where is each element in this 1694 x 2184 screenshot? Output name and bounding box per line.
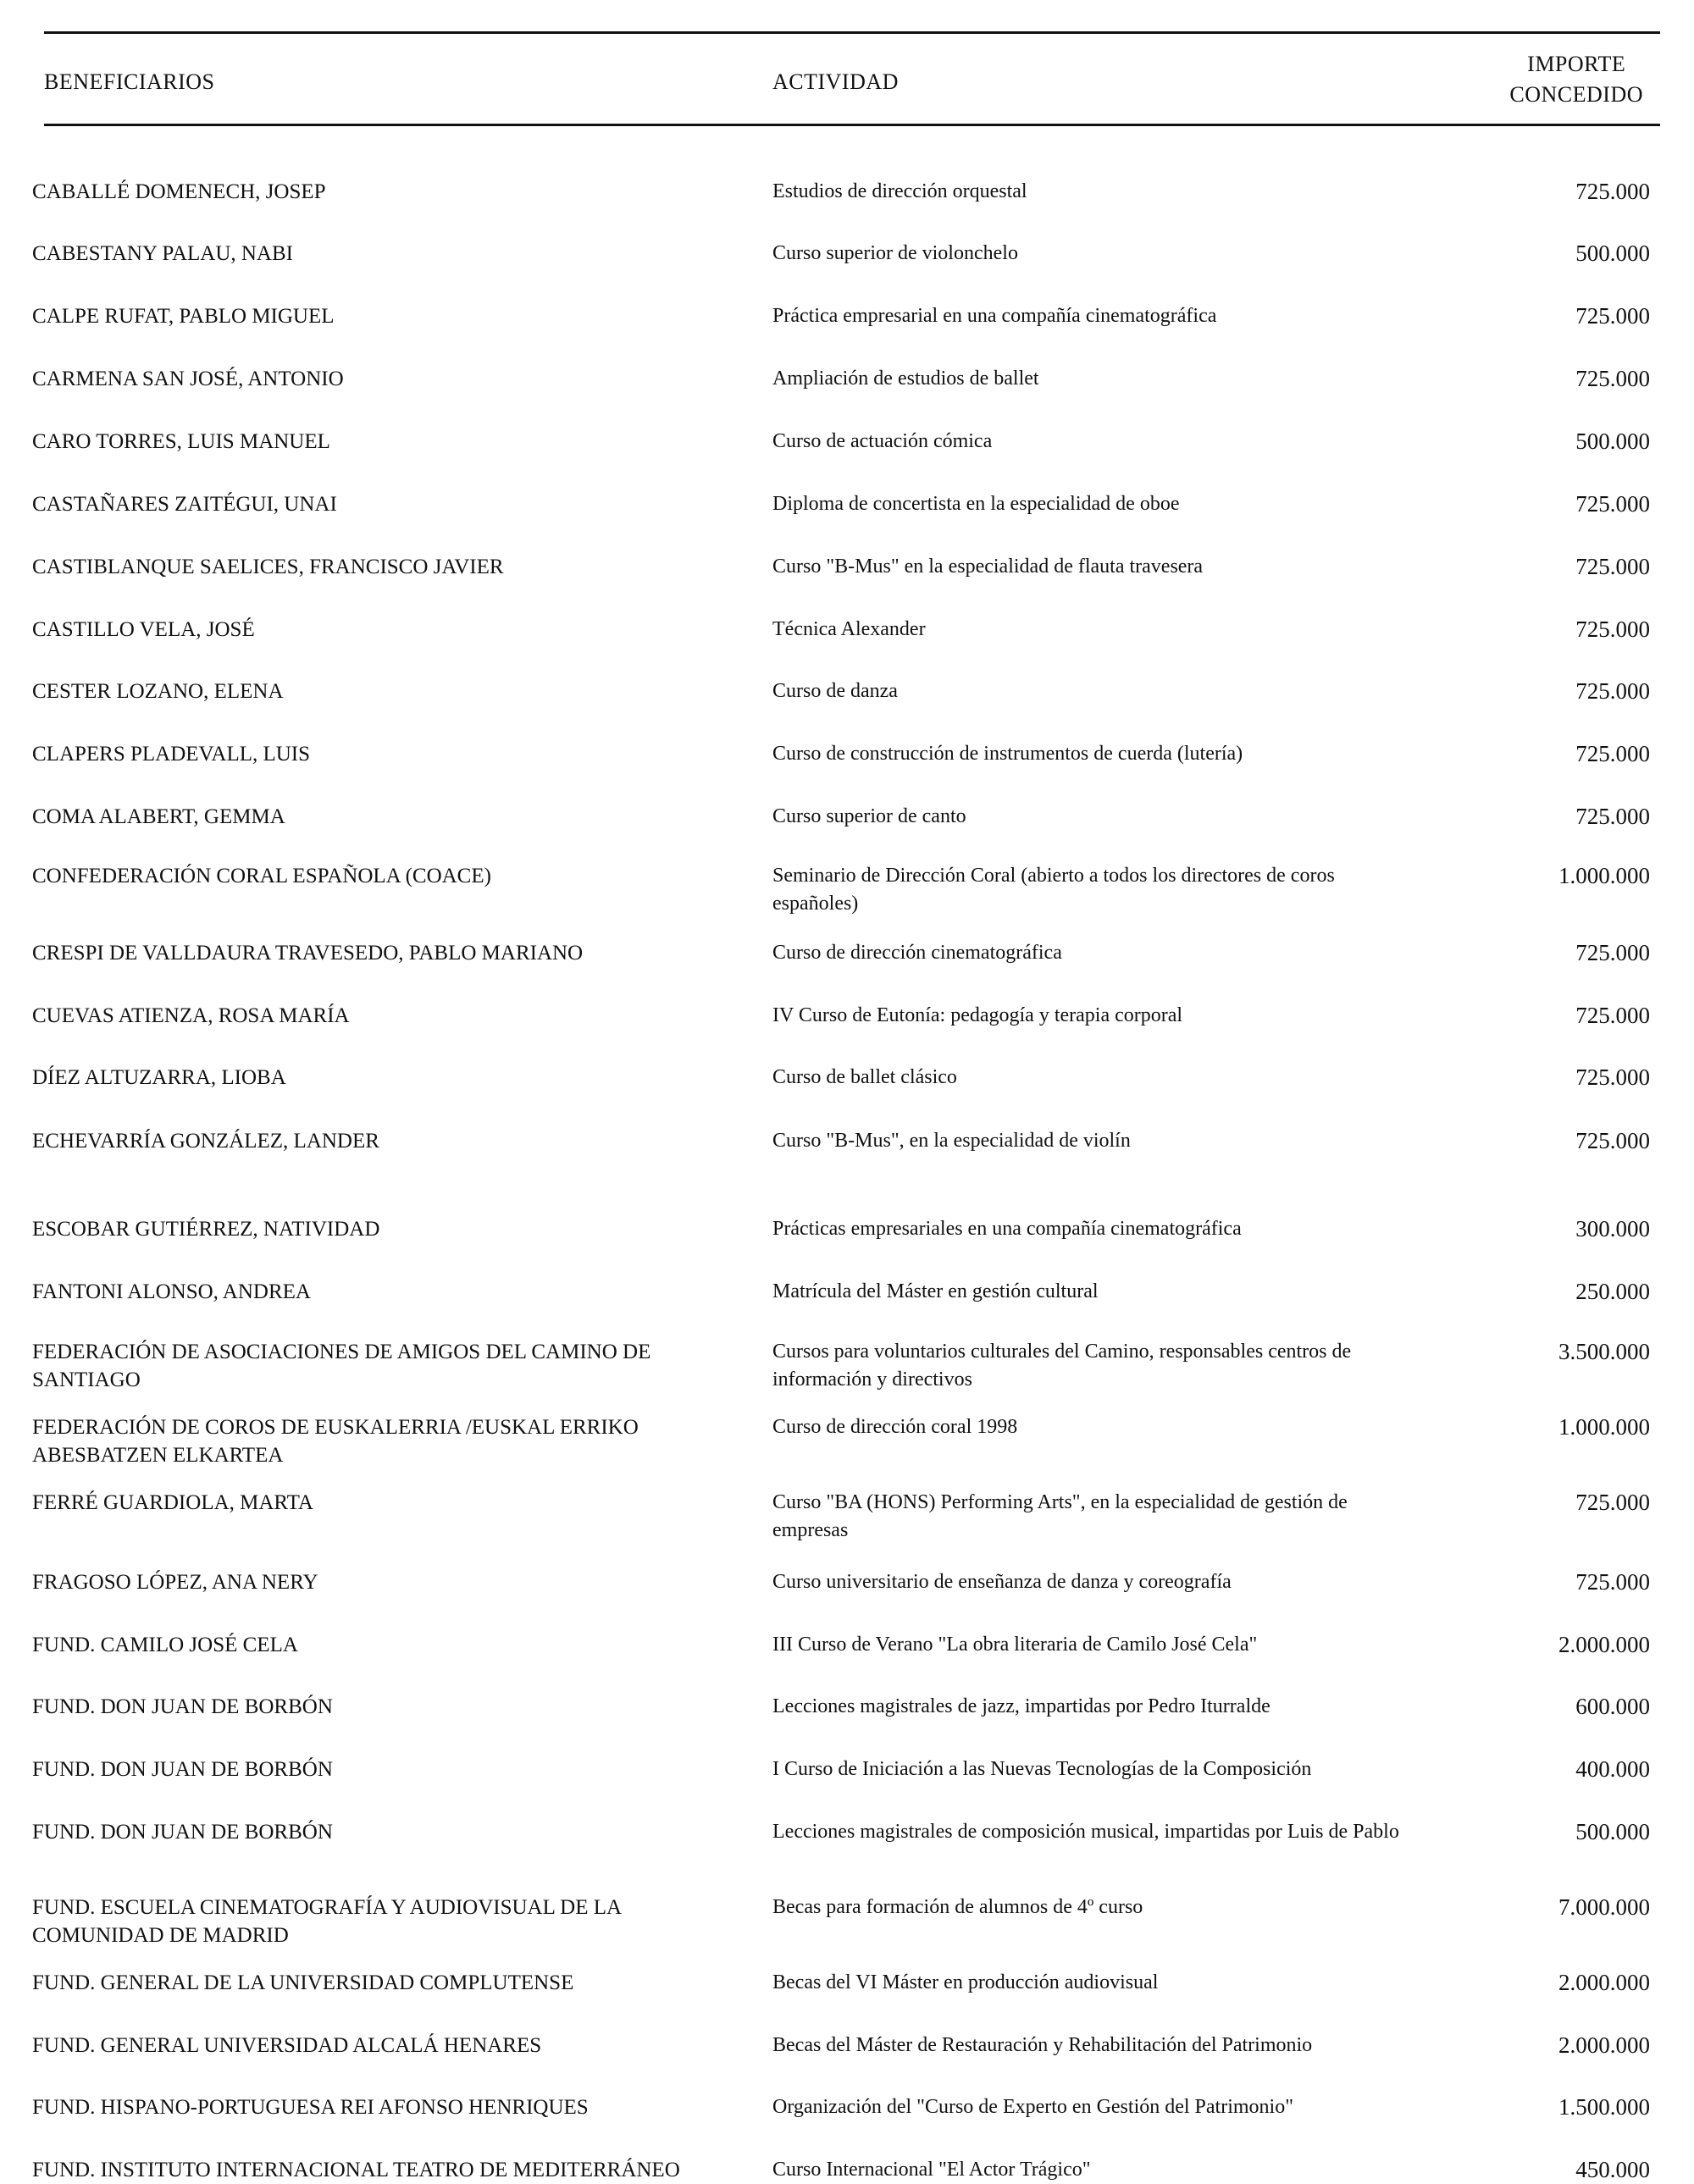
beneficiario-cell: FUND. GENERAL UNIVERSIDAD ALCALÁ HENARES xyxy=(32,2034,542,2057)
beneficiario-cell: FEDERACIÓN DE COROS DE EUSKALERRIA /EUSKAL ERRIKO ABESBATZEN ELKARTEA xyxy=(32,1416,639,1467)
importe-cell: 725.000 xyxy=(1575,1003,1650,1028)
beneficiario-cell: CASTAÑARES ZAITÉGUI, UNAI xyxy=(32,493,337,516)
importe-cell: 725.000 xyxy=(1575,741,1650,766)
importe-cell: 725.000 xyxy=(1575,554,1650,579)
header-rule xyxy=(44,124,1660,126)
actividad-cell: Diploma de concertista en la especialidad de oboe xyxy=(772,493,1180,515)
beneficiario-cell: FRAGOSO LÓPEZ, ANA NERY xyxy=(32,1571,318,1594)
actividad-cell: Práctica empresarial en una compañía cinematográfica xyxy=(772,305,1217,327)
actividad-cell: Matrícula del Máster en gestión cultural xyxy=(772,1280,1099,1302)
importe-cell: 1.000.000 xyxy=(1558,863,1650,888)
importe-cell: 500.000 xyxy=(1575,241,1650,266)
actividad-cell: Estudios de dirección orquestal xyxy=(772,180,1027,202)
actividad-cell: Curso superior de violonchelo xyxy=(772,242,1018,264)
importe-cell: 7.000.000 xyxy=(1558,1894,1650,1920)
importe-cell: 300.000 xyxy=(1575,1216,1650,1241)
actividad-cell: Seminario de Dirección Coral (abierto a todos los directores de coros españoles) xyxy=(772,865,1335,915)
beneficiario-cell: CONFEDERACIÓN CORAL ESPAÑOLA (COACE) xyxy=(32,865,491,887)
importe-cell: 600.000 xyxy=(1575,1694,1650,1719)
importe-cell: 725.000 xyxy=(1575,616,1650,642)
beneficiario-cell: DÍEZ ALTUZARRA, LIOBA xyxy=(32,1066,286,1089)
column-header-beneficiarios: BENEFICIARIOS xyxy=(44,69,215,94)
actividad-cell: Prácticas empresariales en una compañía cinematográfica xyxy=(772,1218,1242,1240)
beneficiario-cell: CLAPERS PLADEVALL, LUIS xyxy=(32,743,311,766)
importe-cell: 725.000 xyxy=(1575,940,1650,965)
actividad-cell: Curso de actuación cómica xyxy=(772,430,993,452)
importe-cell: 725.000 xyxy=(1575,491,1650,517)
column-header-importe-line1: IMPORTE xyxy=(1527,52,1626,76)
importe-cell: 1.000.000 xyxy=(1558,1414,1650,1440)
actividad-cell: Curso "B-Mus" en la especialidad de flauta travesera xyxy=(772,556,1204,578)
actividad-cell: Curso de dirección coral 1998 xyxy=(772,1416,1018,1438)
importe-cell: 725.000 xyxy=(1575,366,1650,391)
beneficiario-cell: FUND. INSTITUTO INTERNACIONAL TEATRO DE MEDITERRÁNEO xyxy=(32,2159,680,2181)
beneficiario-cell: FEDERACIÓN DE ASOCIACIONES DE AMIGOS DEL CAMINO DE SANTIAGO xyxy=(32,1341,651,1391)
actividad-cell: Curso "BA (HONS) Performing Arts", en la especialidad de gestión de empresas xyxy=(772,1491,1348,1541)
importe-cell: 2.000.000 xyxy=(1558,1632,1650,1657)
beneficiario-cell: ESCOBAR GUTIÉRREZ, NATIVIDAD xyxy=(32,1218,380,1241)
importe-cell: 400.000 xyxy=(1575,1756,1650,1782)
actividad-cell: Curso de construcción de instrumentos de cuerda (lutería) xyxy=(772,743,1243,765)
beneficiario-cell: FUND. ESCUELA CINEMATOGRAFÍA Y AUDIOVISUAL DE LA COMUNIDAD DE MADRID xyxy=(32,1896,621,1947)
beneficiario-cell: CASTIBLANQUE SAELICES, FRANCISCO JAVIER xyxy=(32,556,504,578)
column-header-actividad: ACTIVIDAD xyxy=(772,69,899,94)
actividad-cell: Curso de ballet clásico xyxy=(772,1066,957,1088)
importe-cell: 500.000 xyxy=(1575,429,1650,454)
importe-cell: 2.000.000 xyxy=(1558,1970,1650,1995)
importe-cell: 450.000 xyxy=(1575,2157,1650,2182)
beneficiario-cell: CASTILLO VELA, JOSÉ xyxy=(32,618,255,641)
actividad-cell: Técnica Alexander xyxy=(772,618,926,640)
actividad-cell: Curso superior de canto xyxy=(772,805,966,827)
beneficiario-cell: FUND. GENERAL DE LA UNIVERSIDAD COMPLUTENSE xyxy=(32,1971,574,1994)
beneficiario-cell: CRESPI DE VALLDAURA TRAVESEDO, PABLO MARIANO xyxy=(32,942,584,965)
importe-cell: 725.000 xyxy=(1575,678,1650,704)
beneficiario-cell: FUND. CAMILO JOSÉ CELA xyxy=(32,1634,298,1656)
actividad-cell: Lecciones magistrales de jazz, impartidas por Pedro Iturralde xyxy=(772,1695,1270,1717)
actividad-cell: Curso "B-Mus", en la especialidad de violín xyxy=(772,1130,1131,1152)
actividad-cell: III Curso de Verano "La obra literaria de Camilo José Cela" xyxy=(772,1634,1258,1656)
beneficiario-cell: FANTONI ALONSO, ANDREA xyxy=(32,1280,311,1303)
actividad-cell: Curso universitario de enseñanza de danza y coreografía xyxy=(772,1571,1232,1593)
actividad-cell: Lecciones magistrales de composición musical, impartidas por Luis de Pablo xyxy=(772,1821,1399,1843)
actividad-cell: IV Curso de Eutonía: pedagogía y terapia corporal xyxy=(772,1004,1183,1026)
importe-cell: 725.000 xyxy=(1575,1064,1650,1090)
beneficiario-cell: FUND. DON JUAN DE BORBÓN xyxy=(32,1758,333,1781)
importe-cell: 500.000 xyxy=(1575,1819,1650,1844)
importe-cell: 725.000 xyxy=(1575,179,1650,204)
actividad-cell: Becas del Máster de Restauración y Rehabilitación del Patrimonio xyxy=(772,2034,1313,2056)
actividad-cell: Ampliación de estudios de ballet xyxy=(772,368,1039,390)
beneficiario-cell: FERRÉ GUARDIOLA, MARTA xyxy=(32,1491,313,1514)
actividad-cell: Organización del "Curso de Experto en Gestión del Patrimonio" xyxy=(772,2096,1294,2118)
beneficiario-cell: CESTER LOZANO, ELENA xyxy=(32,680,284,703)
actividad-cell: Becas para formación de alumnos de 4º curso xyxy=(772,1896,1143,1918)
importe-cell: 725.000 xyxy=(1575,1128,1650,1153)
beneficiario-cell: CALPE RUFAT, PABLO MIGUEL xyxy=(32,305,335,328)
beneficiario-cell: CUEVAS ATIENZA, ROSA MARÍA xyxy=(32,1004,350,1027)
importe-cell: 725.000 xyxy=(1575,804,1650,829)
beneficiario-cell: CABESTANY PALAU, NABI xyxy=(32,242,293,265)
actividad-cell: Curso de dirección cinematográfica xyxy=(772,942,1062,964)
importe-cell: 250.000 xyxy=(1575,1279,1650,1304)
actividad-cell: Curso de danza xyxy=(772,680,898,702)
top-rule xyxy=(44,31,1660,34)
beneficiario-cell: FUND. DON JUAN DE BORBÓN xyxy=(32,1695,333,1718)
beneficiario-cell: FUND. DON JUAN DE BORBÓN xyxy=(32,1821,333,1844)
beneficiario-cell: CABALLÉ DOMENECH, JOSEP xyxy=(32,180,326,203)
actividad-cell: Becas del VI Máster en producción audiovisual xyxy=(772,1971,1159,1993)
beneficiario-cell: CARO TORRES, LUIS MANUEL xyxy=(32,430,330,453)
beneficiario-cell: FUND. HISPANO-PORTUGUESA REI AFONSO HENRIQUES xyxy=(32,2096,589,2119)
importe-cell: 1.500.000 xyxy=(1558,2094,1650,2120)
importe-cell: 725.000 xyxy=(1575,1569,1650,1595)
beneficiario-cell: CARMENA SAN JOSÉ, ANTONIO xyxy=(32,368,344,390)
actividad-cell: I Curso de Iniciación a las Nuevas Tecnologías de la Composición xyxy=(772,1758,1312,1780)
actividad-cell: Cursos para voluntarios culturales del Camino, responsables centros de información y directivos xyxy=(772,1341,1352,1391)
importe-cell: 725.000 xyxy=(1575,303,1650,329)
column-header-importe xyxy=(1509,49,1643,110)
importe-cell: 725.000 xyxy=(1575,1490,1650,1515)
beneficiario-cell: ECHEVARRÍA GONZÁLEZ, LANDER xyxy=(32,1130,379,1153)
importe-cell: 2.000.000 xyxy=(1558,2032,1650,2058)
importe-cell: 3.500.000 xyxy=(1558,1339,1650,1364)
column-header-importe-line2: CONCEDIDO xyxy=(1509,82,1643,107)
beneficiario-cell: COMA ALABERT, GEMMA xyxy=(32,805,285,828)
actividad-cell: Curso Internacional "El Actor Trágico" xyxy=(772,2159,1091,2181)
